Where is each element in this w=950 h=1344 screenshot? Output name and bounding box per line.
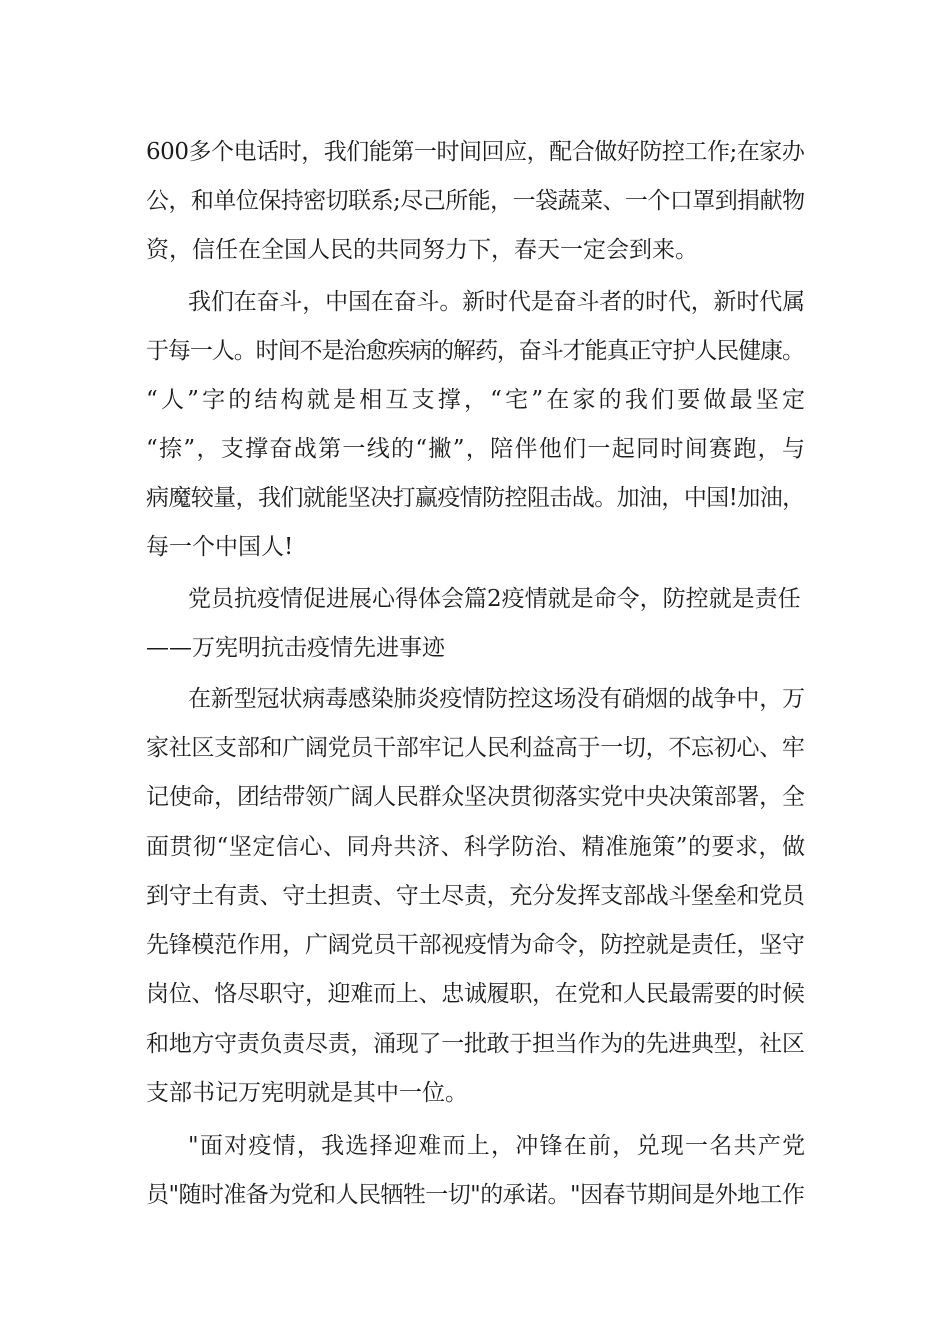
text-line: 于每一人。时间不是治愈疾病的解药，奋斗才能真正守护人民健康。 — [146, 338, 804, 364]
text-line: 记使命，团结带领广阔人民群众坚决贯彻落实党中央决策部署，全 — [146, 784, 805, 810]
text-line: “人”字的结构就是相互支撑，“宅”在家的我们要做最坚定 — [146, 387, 809, 413]
text-line: 在新型冠状病毒感染肺炎疫情防控这场没有硝烟的战争中，万 — [188, 686, 805, 712]
text-line: 和地方守责负责尽责，涌现了一批敢于担当作为的先进典型，社区 — [146, 1031, 805, 1057]
text-line: 支部书记万宪明就是其中一位。 — [146, 1080, 468, 1106]
text-line: “捺”，支撑奋战第一线的“撇”，陪伴他们一起同时间赛跑，与 — [146, 436, 807, 462]
section-subtitle: ——万宪明抗击疫情先进事迹 — [146, 635, 445, 661]
text-line: 员"随时准备为党和人民牺牲一切"的承诺。"因春节期间是外地工作 — [146, 1182, 805, 1208]
text-line: 面贯彻“坚定信心、同舟共济、科学防治、精准施策”的要求，做 — [146, 834, 806, 860]
text-line: 600多个电话时，我们能第一时间回应，配合做好防控工作;在家办 — [146, 139, 805, 165]
text-line: 公，和单位保持密切联系;尽己所能，一袋蔬菜、一个口罩到捐献物 — [146, 188, 805, 214]
text-line: 每一个中国人! — [146, 534, 294, 560]
text-line: 我们在奋斗，中国在奋斗。新时代是奋斗者的时代，新时代属 — [188, 289, 805, 315]
text-line: "面对疫情，我选择迎难而上，冲锋在前，兑现一名共产党 — [188, 1133, 807, 1159]
text-line: 家社区支部和广阔党员干部牢记人民利益高于一切，不忘初心、牢 — [146, 735, 805, 761]
text-line: 病魔较量，我们就能坚决打赢疫情防控阻击战。加油，中国!加油， — [146, 485, 805, 511]
section-title: 党员抗疫情促进展心得体会篇2疫情就是命令，防控就是责任 — [188, 586, 801, 612]
text-line: 岗位、恪尽职守，迎难而上、忠诚履职，在党和人民最需要的时候 — [146, 981, 805, 1007]
text-line: 先锋模范作用，广阔党员干部视疫情为命令，防控就是责任，坚守 — [146, 932, 805, 958]
text-line: 资，信任在全国人民的共同努力下，春天一定会到来。 — [146, 237, 698, 263]
text-line: 到守土有责、守土担责、守土尽责，充分发挥支部战斗堡垒和党员 — [146, 883, 805, 909]
